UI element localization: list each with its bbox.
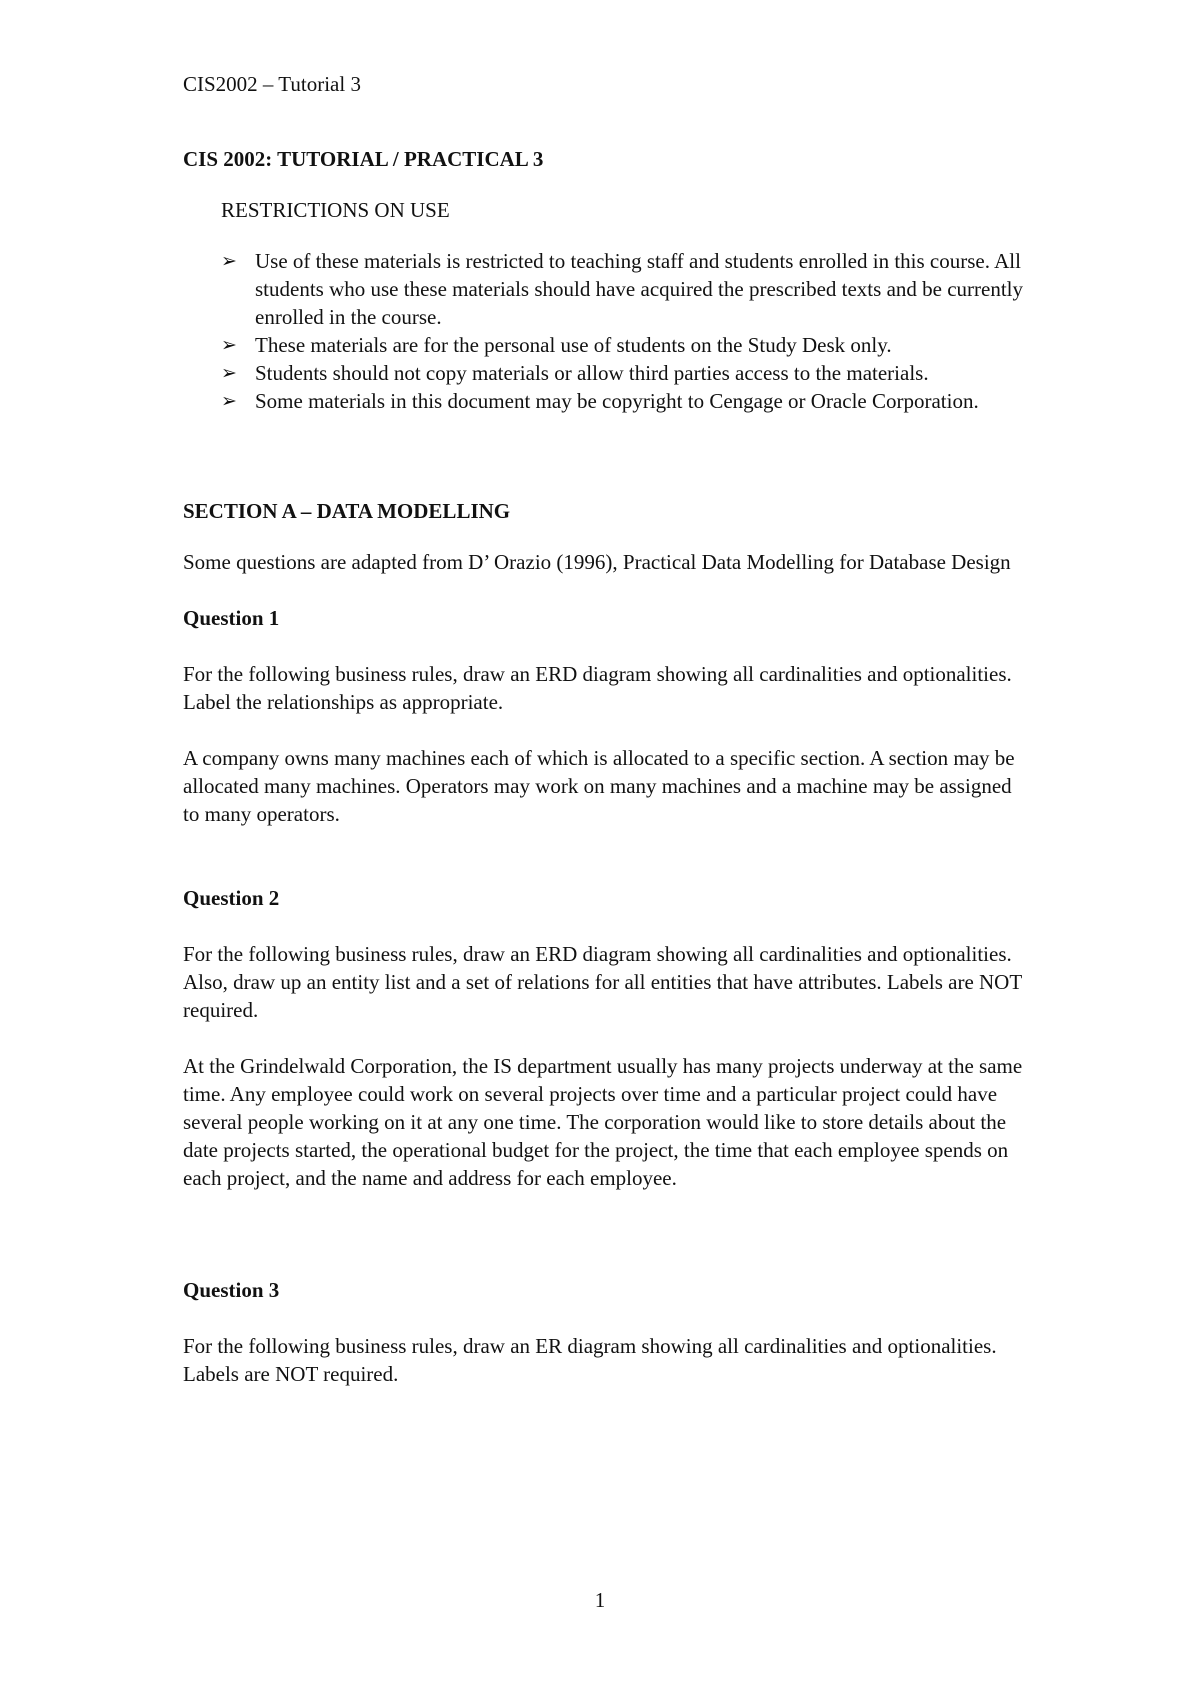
restriction-text: Use of these materials is restricted to teaching staff and students enrolled in this course. All students who use these materials should have acquired the prescribed texts and be currently enrolled in the course. <box>255 249 1024 329</box>
section-a-intro: Some questions are adapted from D’ Orazio (1996), Practical Data Modelling for Database Design <box>183 550 1011 574</box>
running-header: CIS2002 – Tutorial 3 <box>183 72 361 96</box>
restrictions-list <box>183 247 1033 415</box>
restriction-text: Some materials in this document may be copyright to Cengage or Oracle Corporation. <box>255 389 979 413</box>
restriction-text: Students should not copy materials or allow third parties access to the materials. <box>255 361 929 385</box>
question-3-heading: Question 3 <box>183 1278 280 1302</box>
list-item <box>183 359 1033 387</box>
list-item <box>183 247 1033 331</box>
document-body <box>183 145 1033 1416</box>
question-2-instructions: For the following business rules, draw an ERD diagram showing all cardinalities and optionalities. Also, draw up an entity list and a set of relations for all entities that have attributes. Labels are NOT required. <box>183 942 1022 1022</box>
question-3-instructions: For the following business rules, draw an ER diagram showing all cardinalities and optionalities. Labels are NOT required. <box>183 1334 997 1386</box>
question-1-instructions: For the following business rules, draw an ERD diagram showing all cardinalities and optionalities. Label the relationships as appropriate. <box>183 662 1012 714</box>
list-item <box>183 387 1033 415</box>
restrictions-heading: RESTRICTIONS ON USE <box>221 198 450 222</box>
arrowhead-bullet-icon: ➢ <box>221 250 237 272</box>
arrowhead-bullet-icon: ➢ <box>221 334 237 356</box>
question-2-scenario: At the Grindelwald Corporation, the IS department usually has many projects underway at the same time. Any employee could work on several projects over time and a particular project could have several people working on it at any one time. The corporation would like to store details about the date projects started, the operational budget for the project, the time that each employee spends on each project, and the name and address for each employee. <box>183 1054 1023 1190</box>
question-1-scenario: A company owns many machines each of which is allocated to a specific section. A section may be allocated many machines. Operators may work on many machines and a machine may be assigned to many operators. <box>183 746 1015 826</box>
list-item <box>183 331 1033 359</box>
section-a-heading: SECTION A – DATA MODELLING <box>183 499 511 523</box>
question-1-heading: Question 1 <box>183 606 280 630</box>
arrowhead-bullet-icon: ➢ <box>221 390 237 412</box>
document-title: CIS 2002: TUTORIAL / PRACTICAL 3 <box>183 147 544 171</box>
question-2-heading: Question 2 <box>183 886 280 910</box>
arrowhead-bullet-icon: ➢ <box>221 362 237 384</box>
restriction-text: These materials are for the personal use of students on the Study Desk only. <box>255 333 892 357</box>
page-number: 1 <box>594 1588 606 1612</box>
